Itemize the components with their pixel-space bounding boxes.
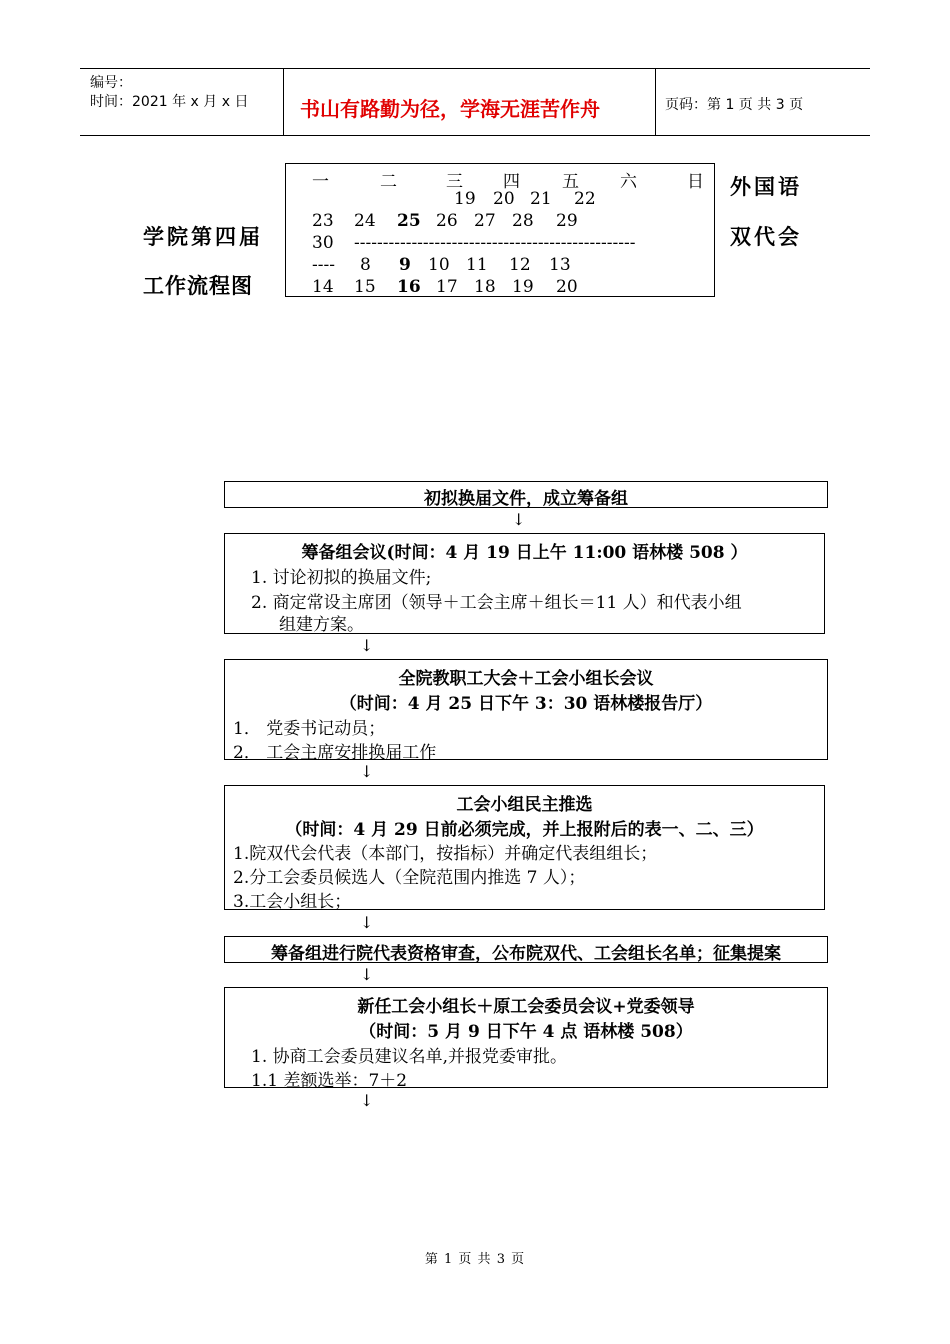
- flow-step-4-item-2: 2.分工会委员候选人（全院范围内推选 7 人）；: [233, 868, 586, 888]
- flow-step-2: [224, 533, 825, 634]
- calendar-day: 19: [512, 277, 534, 297]
- page-footer: 第 1 页 共 3 页: [424, 1252, 526, 1267]
- flow-arrow-2: ↓: [360, 636, 374, 655]
- calendar-day: 16: [397, 277, 421, 297]
- calendar-day: 10: [428, 255, 450, 275]
- calendar-day: 17: [436, 277, 458, 297]
- flow-step-6-title: 新任工会小组长＋原工会委员会议+党委领导: [357, 997, 695, 1017]
- calendar-day: 15: [354, 277, 376, 297]
- flow-step-6-subtitle: （时间：5 月 9 日下午 4 点 语林楼 508）: [359, 1022, 693, 1042]
- flow-step-2-title: 筹备组会议(时间：4 月 19 日上午 11:00 语林楼 508 ）: [301, 543, 748, 563]
- calendar-weekday: 一: [312, 172, 329, 192]
- flow-step-1: [224, 481, 828, 508]
- header-time-label: 时间：2021 年 x 月 x 日: [90, 94, 249, 110]
- calendar-day: 13: [549, 255, 571, 275]
- calendar-day: 22: [574, 189, 596, 209]
- flow-step-6-item-1: 1. 协商工会委员建议名单,并报党委审批。: [251, 1047, 568, 1067]
- calendar-day: 28: [512, 211, 534, 231]
- calendar-weekday: 二: [380, 172, 397, 192]
- flow-step-6-item-2: 1.1 差额选举：7＋2: [251, 1071, 408, 1091]
- calendar-weekday: 四: [503, 172, 520, 192]
- calendar-day: 12: [509, 255, 531, 275]
- calendar-weekday: 六: [620, 172, 637, 192]
- calendar-box: [285, 163, 715, 297]
- flow-step-2-item-2: 2. 商定常设主席团（领导＋工会主席＋组长＝11 人）和代表小组: [251, 593, 742, 613]
- header-number-label: 编号：: [90, 75, 132, 91]
- flow-step-3-item-2: 2． 工会主席安排换届工作: [233, 743, 437, 763]
- calendar-weekday: 日: [687, 172, 704, 192]
- flow-arrow-1: ↓: [512, 510, 526, 529]
- calendar-day: 24: [354, 211, 376, 231]
- calendar-placeholder: ----: [312, 255, 335, 275]
- calendar-day: 20: [556, 277, 578, 297]
- calendar-day: 8: [360, 255, 371, 275]
- flow-arrow-6: ↓: [360, 1091, 374, 1110]
- calendar-day: 14: [312, 277, 334, 297]
- calendar-day: 11: [466, 255, 488, 275]
- calendar-weekday: 五: [562, 172, 579, 192]
- flow-step-4-item-1: 1.院双代会代表（本部门，按指标）并确定代表组组长；: [233, 844, 658, 864]
- calendar-day: 27: [474, 211, 496, 231]
- flow-step-5: [224, 936, 828, 963]
- flow-step-1-title: 初拟换届文件，成立筹备组: [424, 489, 628, 509]
- flow-step-3-subtitle: （时间：4 月 25 日下午 3：30 语林楼报告厅）: [339, 694, 713, 714]
- flow-step-4-title: 工会小组民主推选: [456, 795, 593, 815]
- calendar-day: 18: [474, 277, 496, 297]
- flow-step-5-title: 筹备组进行院代表资格审查，公布院双代、工会组长名单；征集提案: [271, 944, 781, 964]
- calendar-divider: -------------------------------------------------: [354, 233, 636, 253]
- flow-step-3-item-1: 1． 党委书记动员；: [233, 719, 386, 739]
- side-title-left-1: 学院第四届: [143, 225, 263, 249]
- flow-step-4: [224, 785, 825, 910]
- side-title-right-1: 外国语: [730, 175, 802, 199]
- calendar-day: 19: [454, 189, 476, 209]
- calendar-day: 30: [312, 233, 334, 253]
- header-page-info: 页码：第 1 页 共 3 页: [665, 97, 804, 113]
- calendar-day: 29: [556, 211, 578, 231]
- side-title-right-2: 双代会: [730, 225, 802, 249]
- calendar-day: 9: [399, 255, 411, 275]
- calendar-day: 25: [397, 211, 421, 231]
- header-top-rule: [80, 68, 870, 69]
- side-title-left-2: 工作流程图: [143, 274, 253, 298]
- flow-arrow-3: ↓: [360, 762, 374, 781]
- flow-step-6: [224, 987, 828, 1091]
- calendar-day: 23: [312, 211, 334, 231]
- calendar-day: 21: [530, 189, 552, 209]
- flow-step-3: [224, 659, 828, 763]
- flow-step-2-item-3: 组建方案。: [279, 615, 364, 635]
- calendar-day: 26: [436, 211, 458, 231]
- calendar-day: 20: [493, 189, 515, 209]
- flow-arrow-5: ↓: [360, 965, 374, 984]
- flow-step-4-item-3: 3.工会小组长；: [233, 892, 352, 912]
- header-divider-right: [655, 68, 656, 136]
- header-bottom-rule: [80, 135, 870, 136]
- calendar-weekday: 三: [446, 172, 463, 192]
- flow-arrow-4: ↓: [360, 913, 374, 932]
- flow-step-3-title: 全院教职工大会＋工会小组长会议: [398, 669, 654, 689]
- flow-step-2-item-1: 1. 讨论初拟的换届文件;: [251, 568, 432, 588]
- header-motto: 书山有路勤为径，学海无涯苦作舟: [300, 97, 600, 121]
- header-divider-left: [283, 68, 284, 136]
- flow-step-4-subtitle: （时间：4 月 29 日前必须完成，并上报附后的表一、二、三）: [285, 820, 764, 840]
